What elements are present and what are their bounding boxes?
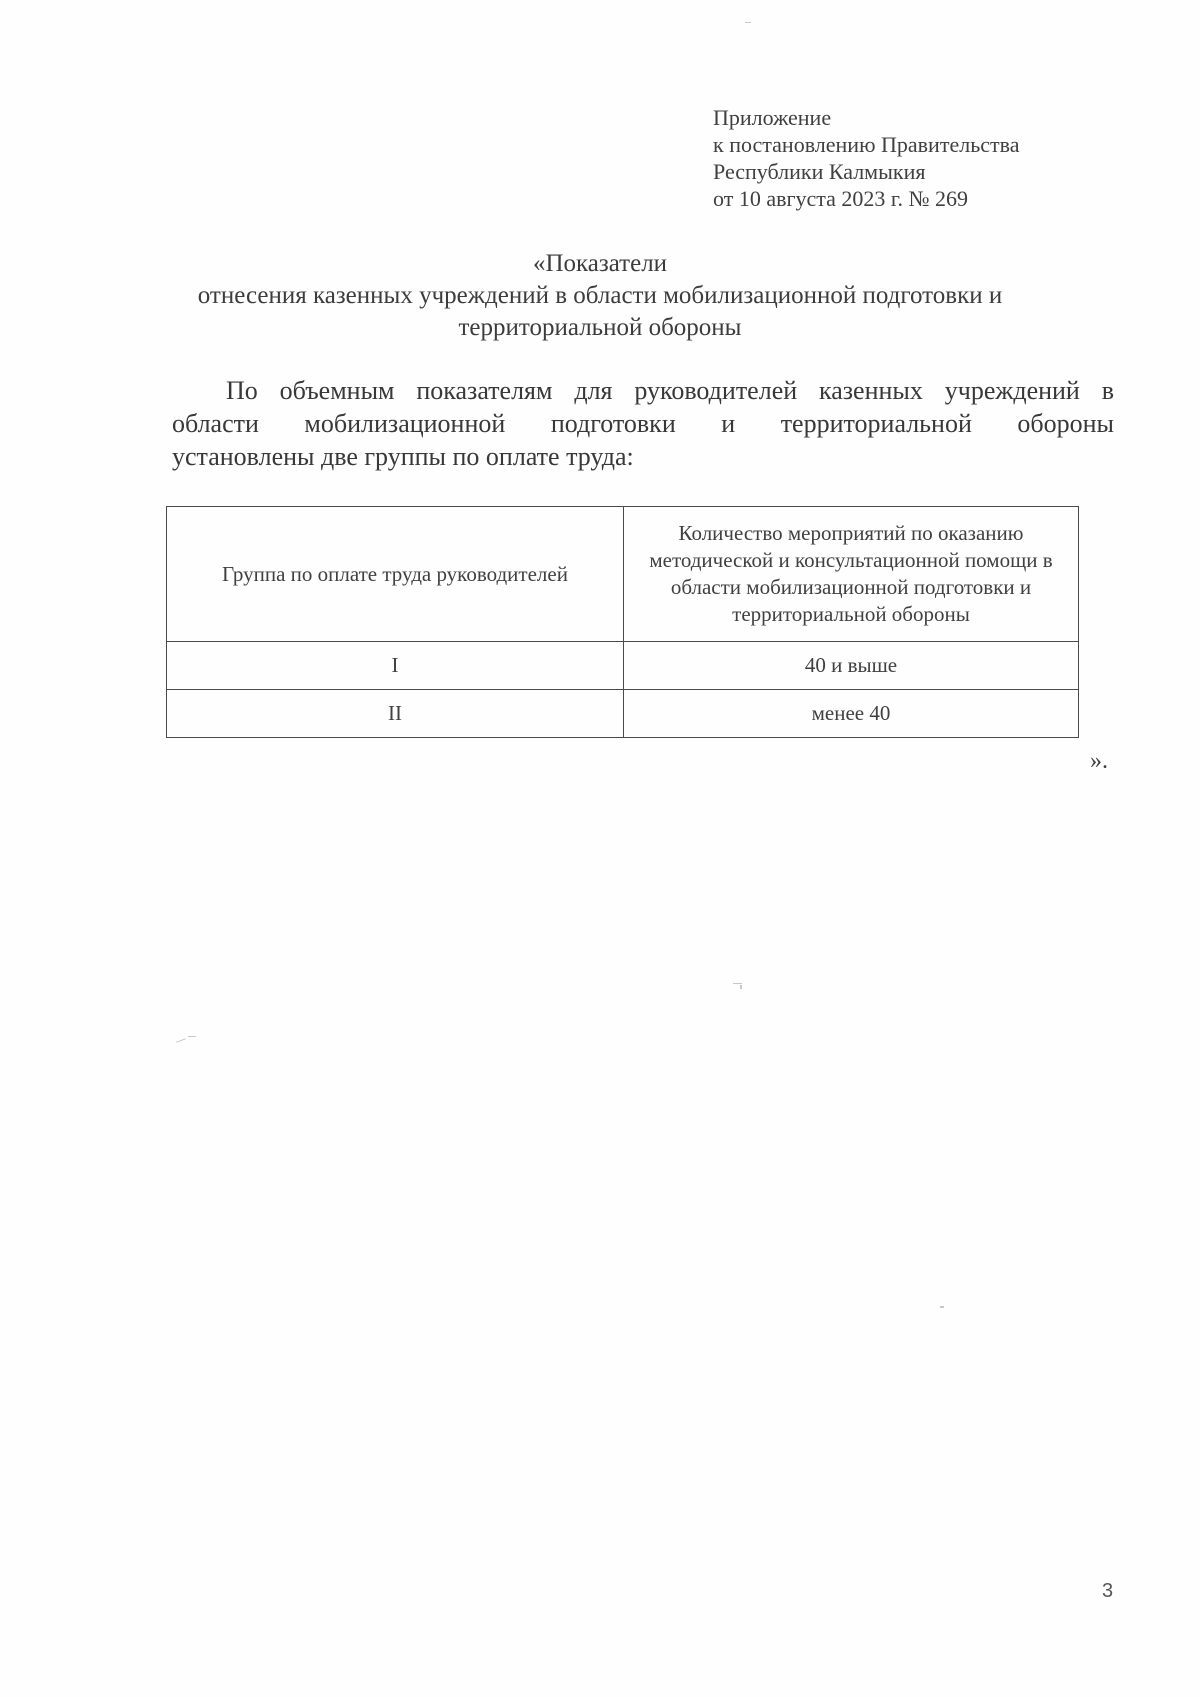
scan-speck <box>745 22 751 23</box>
page-number: 3 <box>1102 1580 1114 1602</box>
scan-speck <box>176 1038 186 1042</box>
paragraph-line: По объемным показателям для руководителей казенных учреждений в <box>226 376 1114 405</box>
scan-speck <box>940 1306 944 1308</box>
body-paragraph <box>172 374 1114 473</box>
closing-quote: ». <box>1090 748 1108 774</box>
scan-speck <box>188 1036 196 1037</box>
paragraph-line: установлены две группы по оплате труда: <box>172 442 634 471</box>
table-header-cell: Количество мероприятий по оказанию методической и консультационной помощи в области мобилизационной подготовки и территориальной обороны <box>624 507 1079 642</box>
table-cell-count: 40 и выше <box>624 642 1079 690</box>
scan-speck <box>740 985 742 989</box>
table-row <box>167 690 1079 738</box>
appendix-line: от 10 августа 2023 г. № 269 <box>713 186 968 211</box>
table-cell-count: менее 40 <box>624 690 1079 738</box>
title-line: «Показатели <box>532 250 668 277</box>
title-line: территориальной обороны <box>458 314 742 341</box>
table-row <box>167 642 1079 690</box>
appendix-line: к постановлению Правительства <box>713 132 1020 157</box>
table-cell-group: II <box>167 690 624 738</box>
appendix-line: Приложение <box>713 105 832 130</box>
appendix-header <box>713 104 1019 212</box>
document-title <box>150 248 1050 344</box>
paragraph-line: области мобилизационной подготовки и территориальной обороны <box>172 409 1114 438</box>
title-line: отнесения казенных учреждений в области мобилизационной подготовки и <box>197 282 1003 309</box>
table-header-cell: Группа по оплате труда руководителей <box>167 507 624 642</box>
pay-groups-table <box>166 506 1079 738</box>
appendix-line: Республики Калмыкия <box>713 159 926 184</box>
table-header-row <box>167 507 1079 642</box>
scan-speck <box>733 983 742 984</box>
table-cell-group: I <box>167 642 624 690</box>
